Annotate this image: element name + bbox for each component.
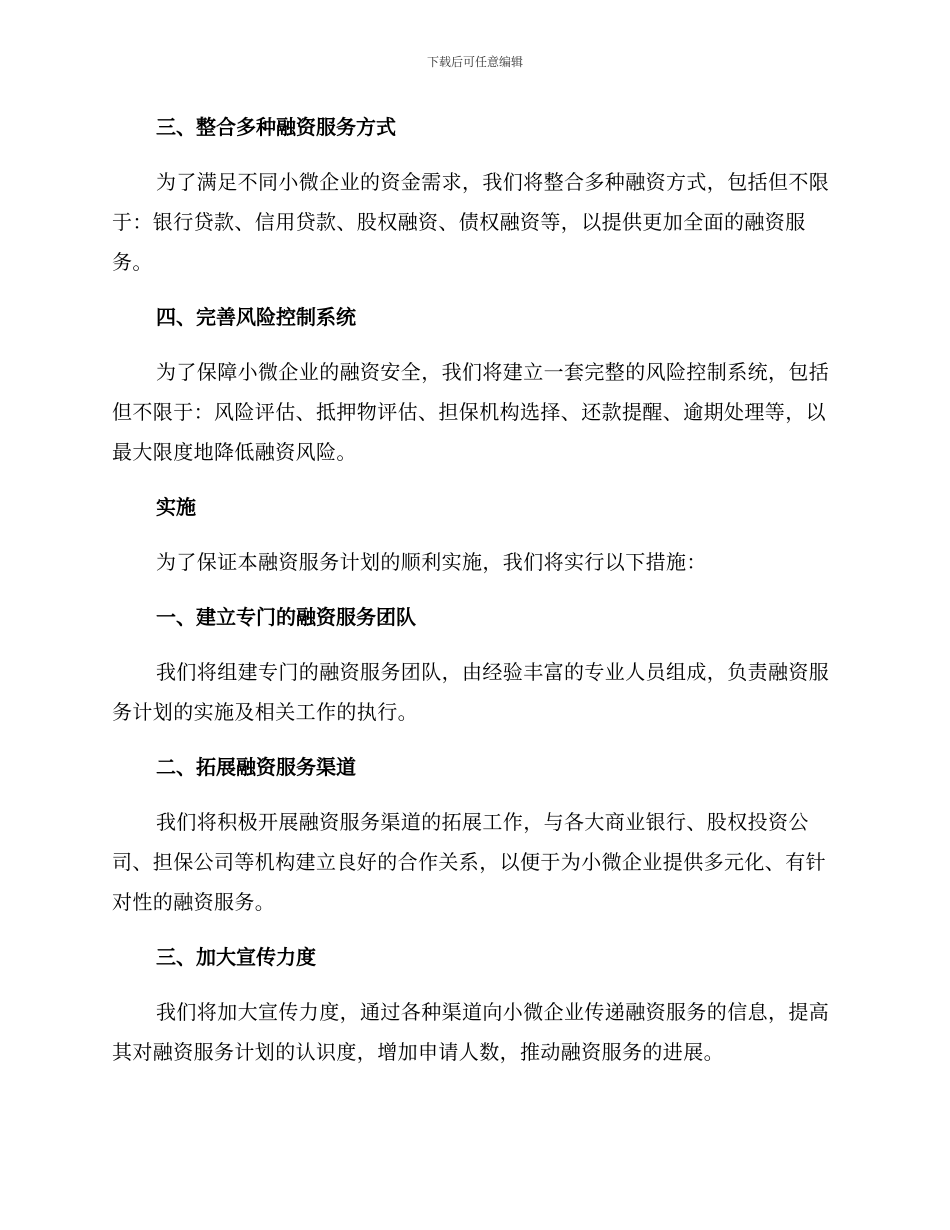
document-body (112, 108, 832, 1088)
page-header: 下载后可任意编辑 (426, 55, 523, 69)
paragraph-service-team: 我们将组建专门的融资服务团队，由经验丰富的专业人员组成，负责融资服务计划的实施及相关工作的执行。 (112, 660, 830, 724)
paragraph-publicity: 我们将加大宣传力度，通过各种渠道向小微企业传递融资服务的信息，提高其对融资服务计划的认识度，增加申请人数，推动融资服务的进展。 (112, 1000, 830, 1064)
paragraph-service-channels: 我们将积极开展融资服务渠道的拓展工作，与各大商业银行、股权投资公司、担保公司等机构建立良好的合作关系，以便于为小微企业提供多元化、有针对性的融资服务。 (112, 810, 826, 914)
paragraph-risk-control: 为了保障小微企业的融资安全，我们将建立一套完整的风险控制系统，包括但不限于：风险评估、抵押物评估、担保机构选择、还款提醒、逾期处理等，以最大限度地降低融资风险。 (112, 360, 830, 464)
section-heading-publicity: 三、加大宣传力度 (156, 945, 316, 969)
section-heading-service-team: 一、建立专门的融资服务团队 (156, 605, 416, 629)
section-heading-risk-control: 四、完善风险控制系统 (156, 305, 356, 329)
section-heading-implementation: 实施 (156, 495, 196, 519)
paragraph-integrate-financing: 为了满足不同小微企业的资金需求，我们将整合多种融资方式，包括但不限于：银行贷款、信用贷款、股权融资、债权融资等，以提供更加全面的融资服务。 (112, 170, 830, 274)
section-heading-service-channels: 二、拓展融资服务渠道 (156, 755, 356, 779)
paragraph-implementation: 为了保证本融资服务计划的顺利实施，我们将实行以下措施： (156, 550, 707, 574)
section-heading-integrate-financing: 三、整合多种融资服务方式 (156, 115, 396, 139)
